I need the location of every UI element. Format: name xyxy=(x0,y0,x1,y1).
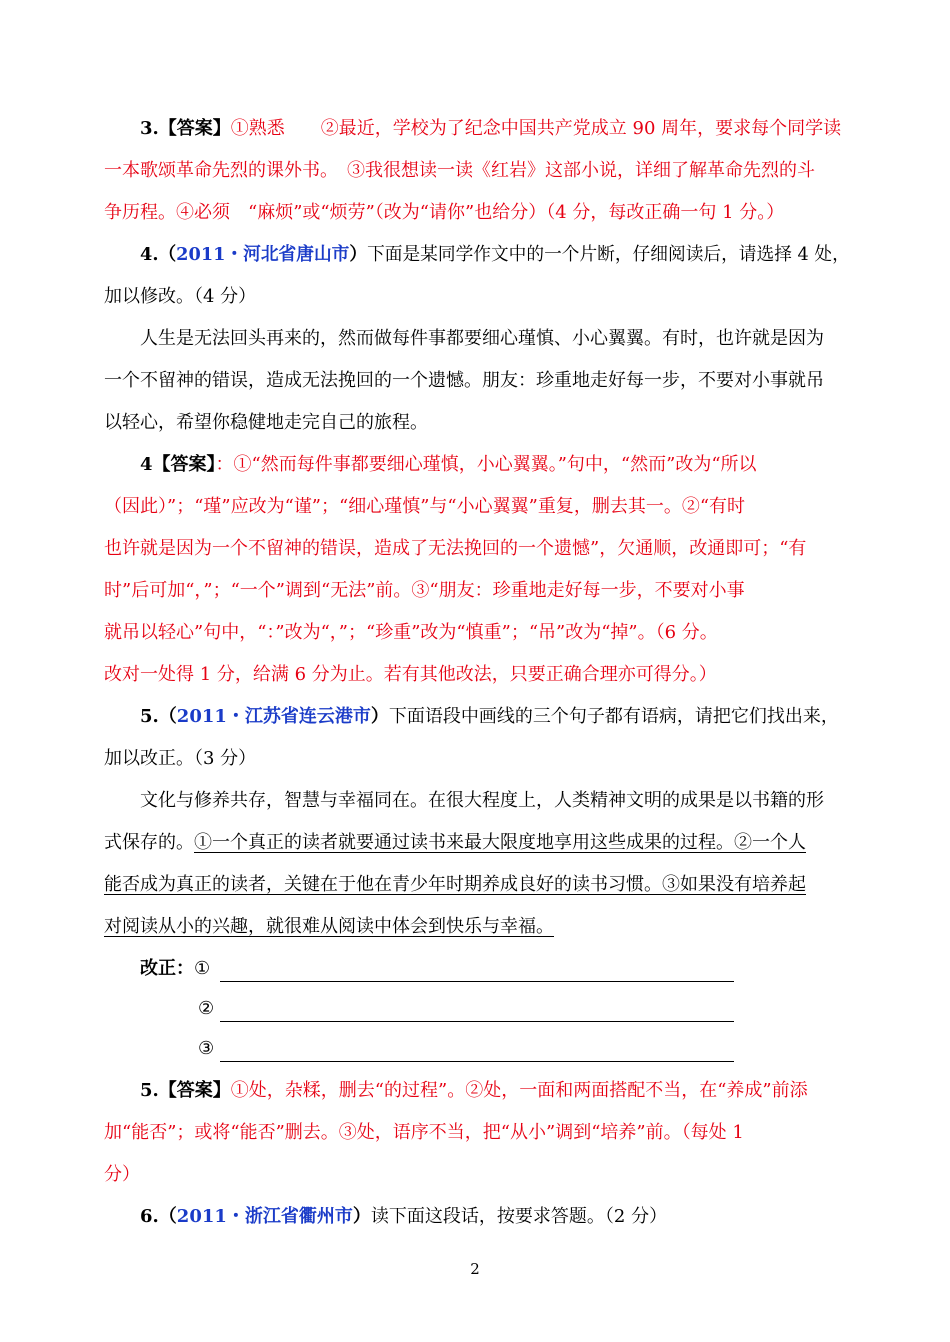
q6-source-open: （ xyxy=(158,1206,177,1227)
q5-answer-number: 5. xyxy=(140,1080,159,1101)
q3-answer-tag: 【答案】 xyxy=(158,118,231,139)
q3-answer-text: ①熟悉 ②最近，学校为了纪念中国共产党成立 90 周年，要求每个同学读 xyxy=(230,118,842,139)
q6-source: 2011・浙江省衢州市 xyxy=(176,1206,353,1227)
q5-fix-label: 改正：① xyxy=(140,958,211,979)
answer-blank-2[interactable] xyxy=(220,1021,734,1022)
q5-answer-tag: 【答案】 xyxy=(158,1080,231,1101)
q5-answer-line-3: 分） xyxy=(104,1164,140,1185)
q3-answer-line-2: 一本歌颂革命先烈的课外书。 ③我很想读一读《红岩》这部小说，详细了解革命先烈的斗 xyxy=(104,160,815,181)
q4-answer-number: 4 xyxy=(140,454,153,475)
q4-passage-line-1: 人生是无法回头再来的，然而做每件事都要细心瑾慎、小心翼翼。有时，也许就是因为 xyxy=(140,328,824,349)
q5-underlined-sentence: 对阅读从小的兴趣，就很难从阅读中体会到快乐与幸福。 xyxy=(104,916,554,937)
q3-answer-line-3: 争历程。④必须 “麻烦”或“烦劳”（改为“请你”也给分）（4 分，每改正确一句 1 分。） xyxy=(104,202,785,223)
q5-answer-line-2: 加“能否”；或将“能否”删去。③处，语序不当，把“从小”调到“培养”前。（每处 1 xyxy=(104,1122,744,1143)
q3-answer-line-1 xyxy=(140,117,841,141)
q4-answer-line-5: 就吊以轻心”句中，“：”改为“，”；“珍重”改为“慎重”；“吊”改为“掉”。（6 分。 xyxy=(104,622,718,643)
q5-prompt-text: 下面语段中画线的三个句子都有语病，请把它们找出来， xyxy=(388,706,839,727)
q4-source-close: ） xyxy=(349,244,368,265)
q5-underlined-sentence: 能否成为真正的读者，关键在于他在青少年时期养成良好的读书习惯。③如果没有培养起 xyxy=(104,874,806,895)
q5-prompt-line-2: 加以改正。（3 分） xyxy=(104,748,257,769)
q5-source-close: ） xyxy=(370,706,389,727)
q3-number: 3. xyxy=(140,118,159,139)
q4-answer-tag: 【答案】 xyxy=(152,454,216,475)
q4-passage-line-3: 以轻心，希望你稳健地走完自己的旅程。 xyxy=(104,412,428,433)
answer-blank-1[interactable] xyxy=(220,981,734,982)
q5-source: 2011・江苏省连云港市 xyxy=(176,706,371,727)
q5-number: 5. xyxy=(140,706,159,727)
q4-answer-line-4: 时”后可加“，”；“一个”调到“无法”前。③“朋友：珍重地走好每一步，不要对小事 xyxy=(104,580,745,601)
q5-passage-line-2 xyxy=(104,831,806,855)
q4-source: 2011・河北省唐山市 xyxy=(176,244,350,265)
q6-source-close: ） xyxy=(352,1206,371,1227)
q5-passage-plain: 式保存的。 xyxy=(104,832,194,853)
q4-prompt-line-1 xyxy=(140,243,850,267)
answer-blank-3[interactable] xyxy=(220,1061,734,1062)
q5-source-open: （ xyxy=(158,706,177,727)
q4-answer-line-3: 也许就是因为一个不留神的错误，造成了无法挽回的一个遗憾”，欠通顺，改通即可；“有 xyxy=(104,538,807,559)
q4-passage-line-2: 一个不留神的错误，造成无法挽回的一个遗憾。朋友：珍重地走好每一步，不要对小事就吊 xyxy=(104,370,824,391)
q5-prompt-line-1 xyxy=(140,705,839,729)
q5-underlined-sentence: ①一个真正的读者就要通过读书来最大限度地享用这些成果的过程。②一个人 xyxy=(194,832,806,853)
q6-prompt-line xyxy=(140,1205,667,1229)
q6-prompt-text: 读下面这段话，按要求答题。（2 分） xyxy=(370,1206,668,1227)
q4-answer-line-1 xyxy=(140,453,757,477)
q5-answer-line-1 xyxy=(140,1079,808,1103)
blank-marker-3: ③ xyxy=(198,1038,215,1059)
q5-passage-line-1: 文化与修养共存，智慧与幸福同在。在很大程度上，人类精神文明的成果是以书籍的形 xyxy=(140,790,824,811)
blank-marker-1: ① xyxy=(194,958,211,979)
q4-prompt-line-2: 加以修改。（4 分） xyxy=(104,286,257,307)
q4-source-open: （ xyxy=(158,244,177,265)
q5-answer-text: ①处，杂糅，删去“的过程”。②处，一面和两面搭配不当，在“养成”前添 xyxy=(230,1080,808,1101)
blank-marker-2: ② xyxy=(198,998,215,1019)
q4-prompt-text: 下面是某同学作文中的一个片断，仔细阅读后，请选择 4 处， xyxy=(367,244,850,265)
q6-number: 6. xyxy=(140,1206,159,1227)
q4-answer-line-2: （因此）”；“瑾”应改为“谨”；“细心瑾慎”与“小心翼翼”重复，删去其一。②“有时 xyxy=(104,496,746,517)
q4-answer-line-6: 改对一处得 1 分，给满 6 分为止。若有其他改法，只要正确合理亦可得分。） xyxy=(104,664,717,685)
q4-answer-text: ：①“然而每件事都要细心瑾慎，小心翼翼。”句中，“然而”改为“所以 xyxy=(215,454,757,475)
q4-number: 4. xyxy=(140,244,159,265)
page-number: 2 xyxy=(470,1260,480,1278)
